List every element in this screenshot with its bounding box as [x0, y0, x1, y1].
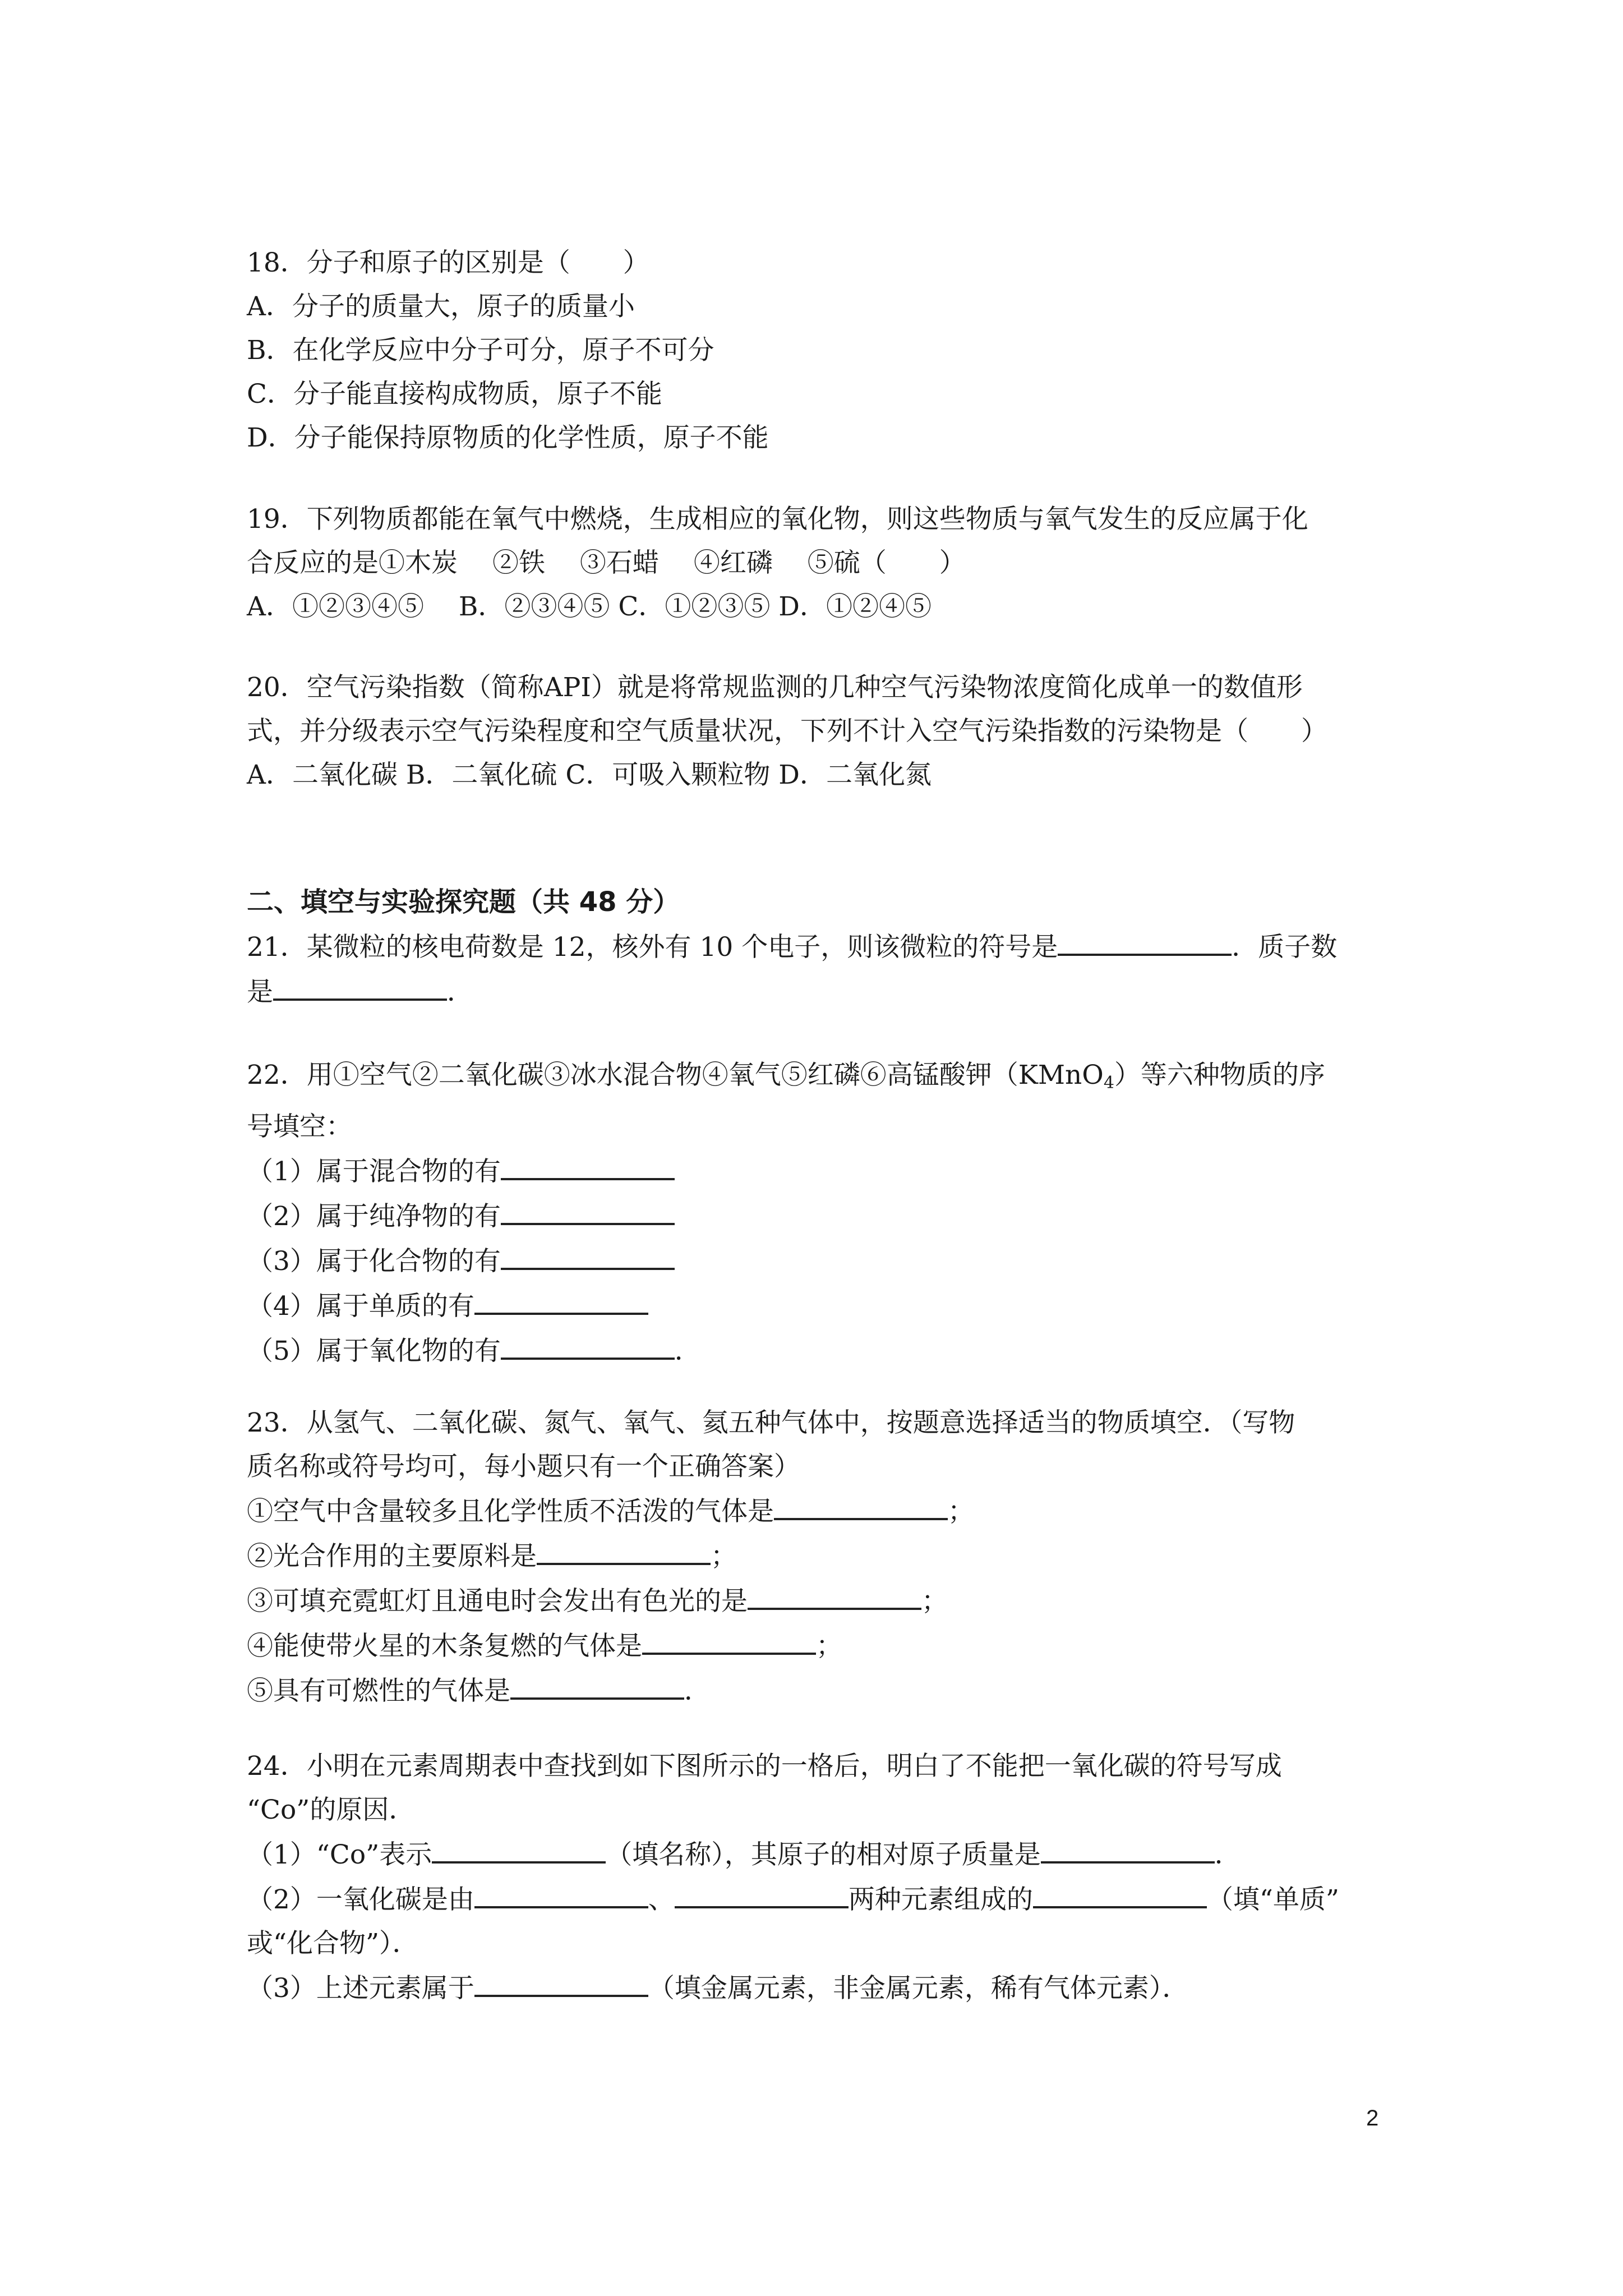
- part-text: （填名称），其原子的相对原子质量是: [606, 1839, 1041, 1870]
- question-21-line-1: [247, 924, 1396, 969]
- item-label: ②光合作用的主要原料是: [247, 1541, 537, 1572]
- question-22-item-1: [247, 1149, 1396, 1194]
- answer-blank[interactable]: [537, 1534, 711, 1565]
- answer-blank[interactable]: [748, 1579, 921, 1610]
- part-text: （2）一氧化碳是由: [247, 1884, 474, 1915]
- section-2-title: 二、填空与实验探究题（共 48 分）: [247, 886, 680, 918]
- question-24-part-1: [247, 1832, 1396, 1877]
- part-text: （3）上述元素属于: [247, 1973, 474, 2004]
- answer-blank[interactable]: [501, 1239, 675, 1270]
- question-23-item-4: [247, 1623, 1396, 1668]
- question-23-item-3: [247, 1579, 1396, 1623]
- question-20: [247, 666, 1396, 797]
- item-label: ①空气中含量较多且化学性质不活泼的气体是: [247, 1496, 774, 1527]
- question-24-part-2-line-2: 或“化合物”）．: [247, 1928, 419, 1959]
- answer-blank[interactable]: [642, 1623, 816, 1655]
- question-21-text-d: ．: [447, 977, 473, 1007]
- question-22-line-2: 号填空：: [247, 1111, 352, 1142]
- part-text: （填金属元素，非金属元素，稀有气体元素）．: [648, 1973, 1189, 2004]
- question-22-item-2: [247, 1194, 1396, 1239]
- item-label: （3）属于化合物的有: [247, 1246, 501, 1277]
- question-22-item-3: [247, 1239, 1396, 1283]
- answer-blank[interactable]: [501, 1194, 675, 1225]
- question-23-line-1: 23．从氢气、二氧化碳、氮气、氧气、氦五种气体中，按题意选择适当的物质填空．（写物: [247, 1407, 1295, 1438]
- item-label: ③可填充霓虹灯且通电时会发出有色光的是: [247, 1586, 748, 1617]
- question-23-line-2: 质名称或符号均可，每小题只有一个正确答案）: [247, 1451, 800, 1482]
- item-label: （1）属于混合物的有: [247, 1156, 501, 1187]
- item-label: （4）属于单质的有: [247, 1291, 474, 1322]
- question-22-text-b: ）等六种物质的序: [1114, 1060, 1325, 1091]
- answer-blank[interactable]: [474, 1283, 648, 1315]
- option-b: B．在化学反应中分子可分，原子不可分: [247, 335, 714, 366]
- question-19: [247, 498, 1396, 629]
- question-19-options: A．①②③④⑤ B．②③④⑤ C．①②③⑤ D．①②④⑤: [247, 591, 932, 622]
- question-19-line-1: 19．下列物质都能在氧气中燃烧，生成相应的氧化物，则这些物质与氧气发生的反应属于化: [247, 504, 1308, 535]
- item-end: ．: [674, 1336, 701, 1366]
- answer-blank[interactable]: [510, 1668, 684, 1700]
- item-label: ⑤具有可燃性的气体是: [247, 1676, 510, 1706]
- question-22-item-5: [247, 1328, 1396, 1373]
- question-22-item-4: [247, 1283, 1396, 1328]
- question-23-item-1: [247, 1489, 1396, 1534]
- answer-blank[interactable]: [501, 1328, 675, 1360]
- answer-blank[interactable]: [774, 1489, 948, 1520]
- question-22: [247, 1053, 1396, 1373]
- item-end: ；: [816, 1631, 842, 1662]
- part-text: （填“单质”: [1206, 1884, 1339, 1915]
- answer-blank[interactable]: [501, 1149, 675, 1180]
- part-text: 两种元素组成的: [848, 1884, 1033, 1915]
- option-d: D．分子能保持原物质的化学性质，原子不能: [247, 422, 769, 453]
- question-18-stem: 18．分子和原子的区别是（ ）: [247, 247, 649, 278]
- item-label: （2）属于纯净物的有: [247, 1201, 501, 1232]
- option-a: A．分子的质量大，原子的质量小: [247, 291, 635, 322]
- question-18: [247, 241, 1396, 460]
- question-24-line-2: “Co”的原因．: [247, 1795, 416, 1825]
- question-22-text-a: 22．用①空气②二氧化碳③冰水混合物④氧气⑤红磷⑥高锰酸钾（KMnO: [247, 1060, 1104, 1091]
- item-end: ；: [921, 1586, 948, 1617]
- question-24-part-2: [247, 1877, 1396, 1922]
- item-end: ．: [684, 1676, 711, 1706]
- option-c: C．分子能直接构成物质，原子不能: [247, 379, 662, 409]
- question-21: [247, 924, 1396, 1014]
- item-label: （5）属于氧化物的有: [247, 1336, 501, 1366]
- question-21-text-a: 21．某微粒的核电荷数是 12，核外有 10 个电子，则该微粒的符号是: [247, 932, 1058, 963]
- question-21-text-c: 是: [247, 977, 273, 1007]
- question-24-part-3: [247, 1966, 1396, 2010]
- item-end: ；: [948, 1496, 974, 1527]
- question-23-item-5: [247, 1668, 1396, 1713]
- question-22-line-1: [247, 1053, 1396, 1105]
- item-label: ④能使带火星的木条复燃的气体是: [247, 1631, 642, 1662]
- question-24: [247, 1745, 1396, 2010]
- part-text: 、: [648, 1884, 675, 1915]
- answer-blank[interactable]: [474, 1877, 648, 1908]
- question-19-line-2: 合反应的是①木炭 ②铁 ③石蜡 ④红磷 ⑤硫（ ）: [247, 547, 966, 578]
- answer-blank[interactable]: [1033, 1877, 1207, 1908]
- item-end: ；: [711, 1541, 737, 1572]
- question-20-options: A．二氧化碳 B．二氧化硫 C．可吸入颗粒物 D．二氧化氮: [247, 760, 932, 790]
- answer-blank[interactable]: [1041, 1832, 1215, 1864]
- question-21-text-b: ．质子数: [1232, 932, 1338, 963]
- question-24-line-1: 24．小明在元素周期表中查找到如下图所示的一格后，明白了不能把一氧化碳的符号写成: [247, 1751, 1282, 1782]
- subscript-4: 4: [1103, 1073, 1114, 1093]
- answer-blank[interactable]: [675, 1877, 849, 1908]
- question-20-line-2: 式，并分级表示空气污染程度和空气质量状况，下列不计入空气污染指数的污染物是（ ）: [247, 716, 1327, 747]
- answer-blank[interactable]: [474, 1966, 648, 1997]
- answer-blank[interactable]: [432, 1832, 606, 1864]
- part-text: （1）“Co”表示: [247, 1839, 432, 1870]
- answer-blank[interactable]: [1058, 924, 1232, 956]
- page-number: 2: [1366, 2106, 1379, 2131]
- question-21-line-2: [247, 969, 1396, 1014]
- question-20-line-1: 20．空气污染指数（简称API）就是将常规监测的几种空气污染物浓度简化成单一的数值形: [247, 672, 1303, 703]
- question-23-item-2: [247, 1534, 1396, 1579]
- question-23: [247, 1401, 1396, 1713]
- part-text: ．: [1214, 1839, 1241, 1870]
- answer-blank[interactable]: [273, 969, 447, 1001]
